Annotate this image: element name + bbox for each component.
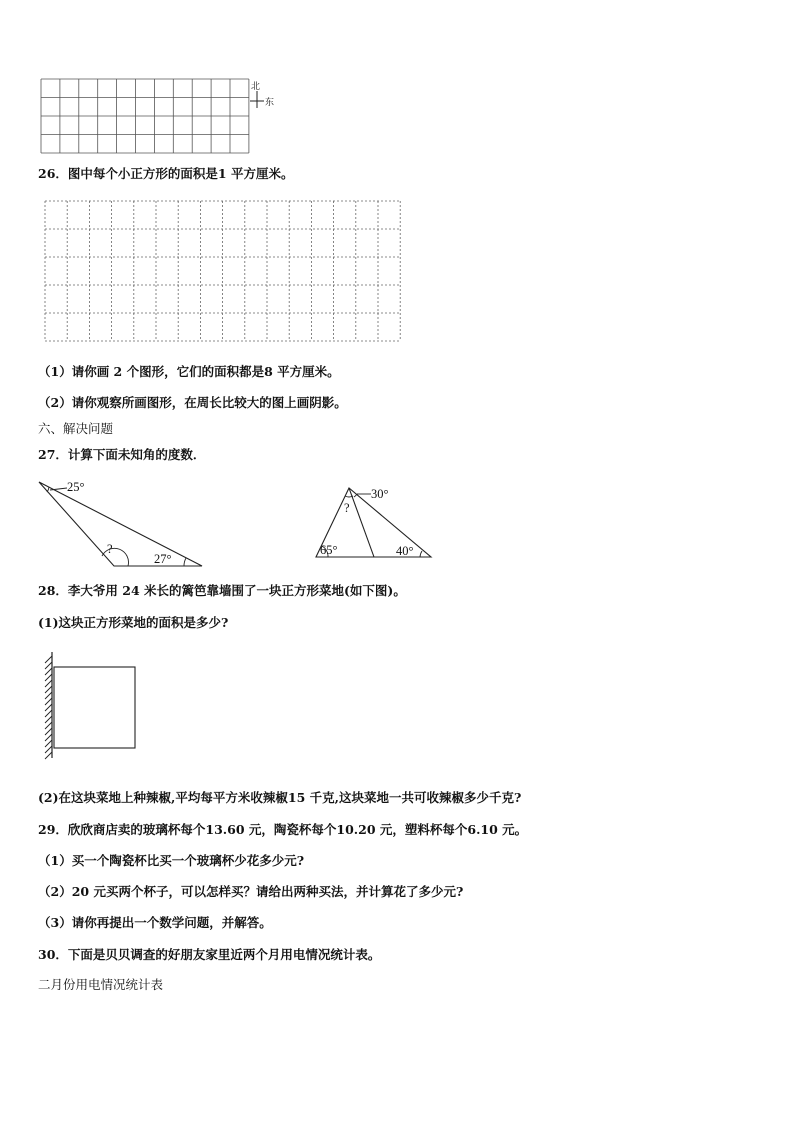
q27-triangle-2 — [312, 484, 442, 562]
top-grid — [40, 78, 280, 158]
wall-hatch-line — [45, 680, 52, 687]
wall-hatch-line — [45, 746, 52, 753]
triangle-2-top-arc-2 — [354, 494, 357, 497]
q27-title: 27．计算下面未知角的度数． — [38, 447, 206, 462]
compass-east: 东 — [265, 98, 275, 108]
triangle-2-angle-top: 30° — [371, 487, 389, 501]
wall-hatch-line — [45, 752, 52, 759]
q26-sub1: （1）请你画 2 个图形，它们的面积都是8 平方厘米。 — [38, 364, 340, 379]
q29-sub3: （3）请你再提出一个数学问题，并解答。 — [38, 915, 272, 930]
compass-north: 北 — [251, 82, 261, 92]
wall-hatch-line — [45, 656, 52, 663]
q28-square-garden — [38, 650, 148, 762]
q28-sub2: (2)在这块菜地上种辣椒,平均每平方米收辣椒15 千克,这块菜地一共可收辣椒多少千克? — [38, 790, 522, 805]
wall-hatch-line — [45, 740, 52, 747]
wall-hatch-line — [45, 722, 52, 729]
wall-hatch-line — [45, 734, 52, 741]
wall-hatch-line — [45, 662, 52, 669]
q26-title: 26．图中每个小正方形的面积是1 平方厘米。 — [38, 166, 294, 181]
garden-square — [54, 667, 135, 748]
triangle-2-angle-unknown: ? — [344, 501, 350, 515]
q26-sub2: （2）请你观察所画图形，在周长比较大的图上画阴影。 — [38, 395, 347, 410]
triangle-1-right-arc — [184, 558, 186, 566]
q26-dashed-grid — [44, 200, 404, 345]
triangle-1-angle-top: 25° — [67, 480, 85, 494]
triangle-1-angle-right: 27° — [154, 552, 172, 566]
q29-title: 29．欣欣商店卖的玻璃杯每个13.60 元，陶瓷杯每个10.20 元，塑料杯每个6.10 元。 — [38, 822, 528, 837]
wall-hatch-line — [45, 698, 52, 705]
q29-sub1: （1）买一个陶瓷杯比买一个玻璃杯少花多少元? — [38, 853, 305, 868]
wall-hatch-line — [45, 704, 52, 711]
q27-triangle-1 — [36, 476, 216, 572]
q28-title: 28．李大爷用 24 米长的篱笆靠墙围了一块正方形菜地(如下图)。 — [38, 583, 406, 598]
wall-hatch-line — [45, 692, 52, 699]
wall-hatch-line — [45, 710, 52, 717]
q30-table-caption: 二月份用电情况统计表 — [38, 977, 164, 992]
section-6-title: 六、解决问题 — [38, 421, 114, 436]
wall-hatch-line — [45, 674, 52, 681]
triangle-2-angle-right: 40° — [396, 544, 414, 558]
triangle-2-angle-left: 65° — [320, 543, 338, 557]
wall-hatch-line — [45, 728, 52, 735]
wall-hatch-line — [45, 686, 52, 693]
wall-hatch-line — [45, 716, 52, 723]
q28-sub1: (1)这块正方形菜地的面积是多少? — [38, 615, 229, 630]
triangle-2-top-arc — [345, 496, 353, 497]
triangle-1-angle-unknown: ? — [107, 542, 113, 556]
triangle-2-right-arc — [420, 551, 422, 557]
q30-title: 30．下面是贝贝调查的好朋友家里近两个月用电情况统计表。 — [38, 947, 381, 962]
q29-sub2: （2）20 元买两个杯子，可以怎样买？请给出两种买法，并计算花了多少元? — [38, 884, 464, 899]
triangle-1-outline — [39, 482, 202, 566]
triangle-1-top-arc — [47, 487, 49, 492]
compass — [248, 80, 288, 110]
wall-hatch-line — [45, 668, 52, 675]
